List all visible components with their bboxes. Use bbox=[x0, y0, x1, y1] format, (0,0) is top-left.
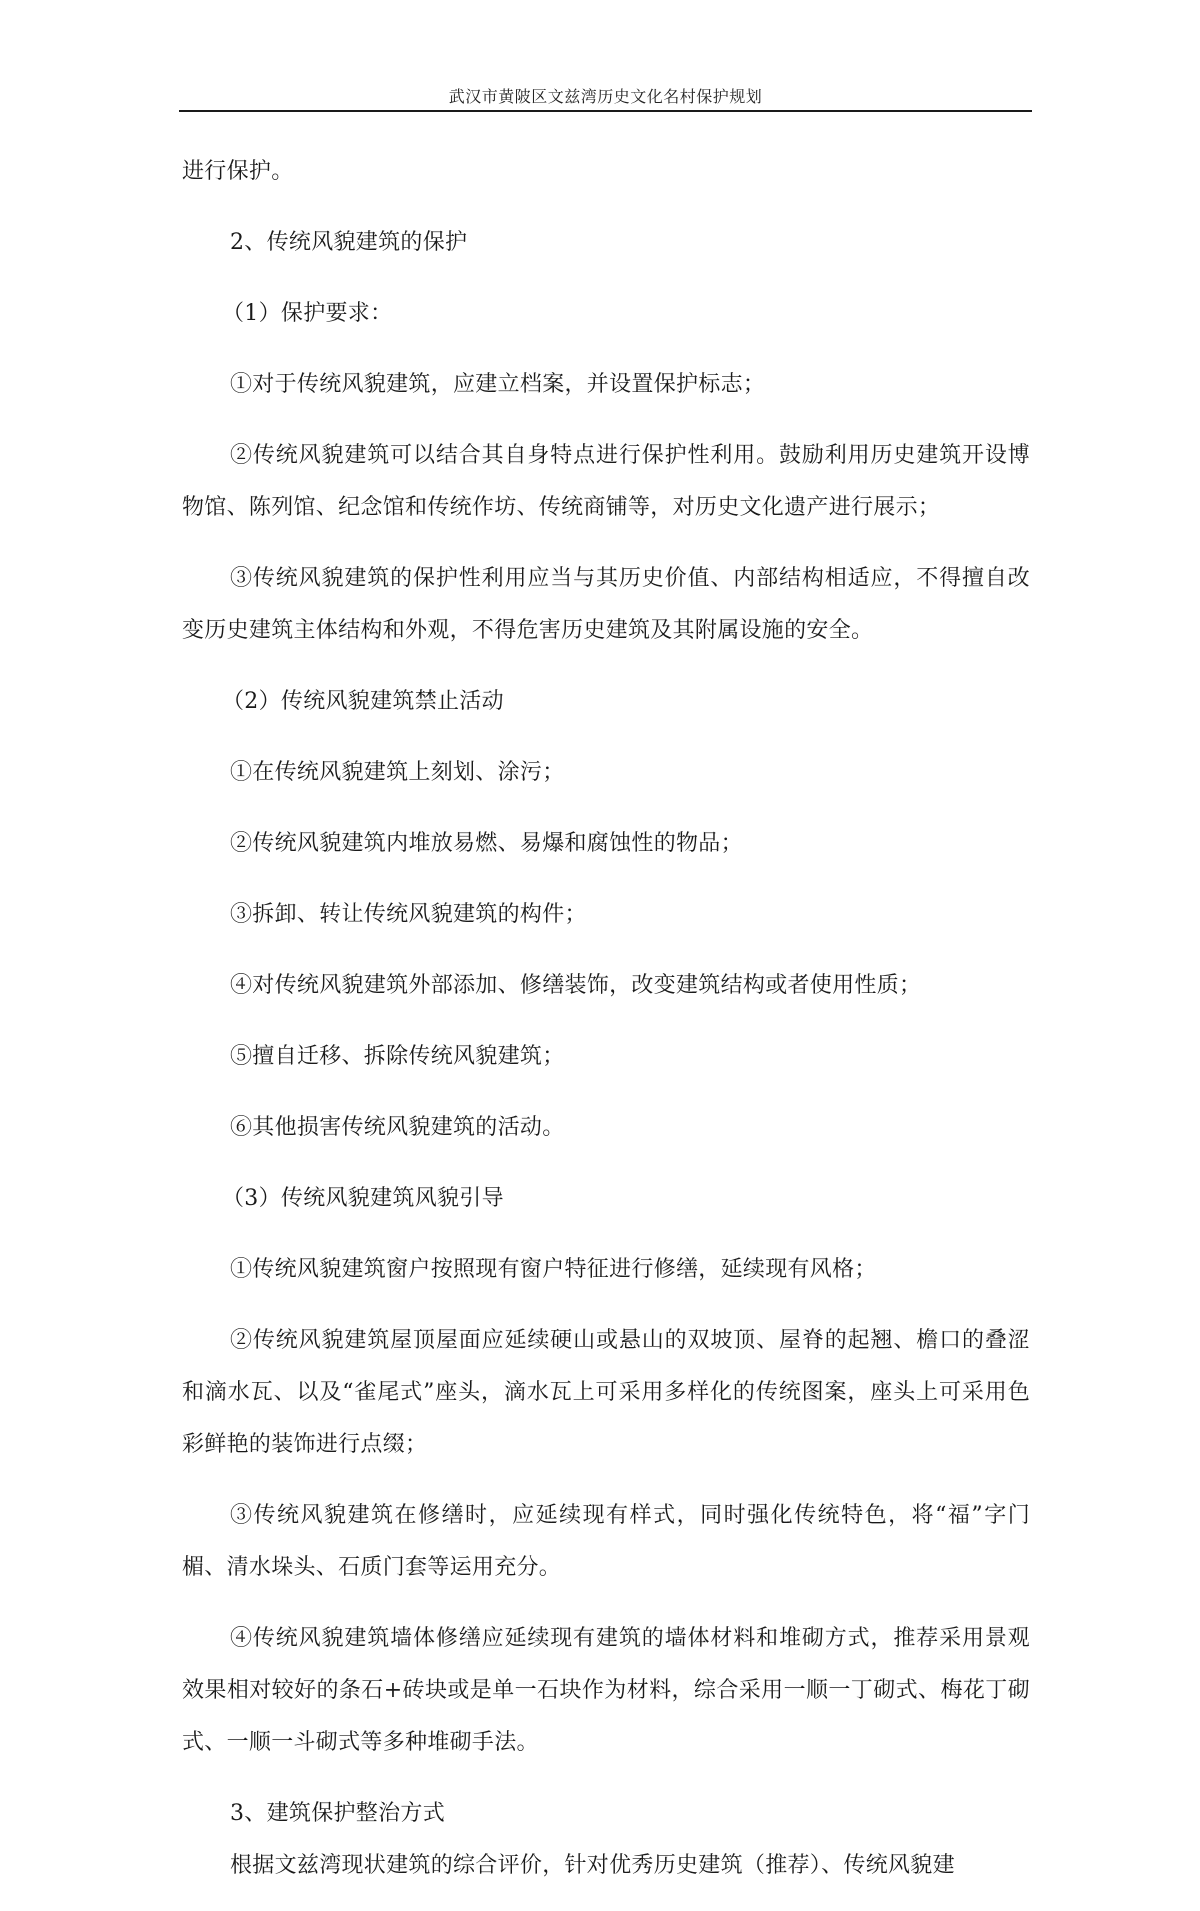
subheading-style-guidance: （3）传统风貌建筑风貌引导 bbox=[222, 1186, 504, 1211]
subheading-protection-requirements: （1）保护要求： bbox=[222, 301, 393, 326]
list-item: ③拆卸、转让传统风貌建筑的构件； bbox=[230, 902, 587, 927]
paragraph-body: 根据文兹湾现状建筑的综合评价，针对优秀历史建筑（推荐）、传统风貌建 bbox=[230, 1853, 955, 1878]
list-item: ①对于传统风貌建筑，应建立档案，并设置保护标志； bbox=[230, 372, 766, 397]
list-item: ⑥其他损害传统风貌建筑的活动。 bbox=[230, 1115, 565, 1140]
list-item: ①传统风貌建筑窗户按照现有窗户特征进行修缮，延续现有风格； bbox=[230, 1257, 877, 1282]
list-item: ④传统风貌建筑墙体修缮应延续现有建筑的墙体材料和堆砌方式，推荐采用景观效果相对较好的条石+砖块或是单一石块作为材料，综合采用一顺一丁砌式、梅花丁砌式、一顺一斗砌式等多种堆砌手法。 bbox=[182, 1626, 1030, 1755]
list-item: ③传统风貌建筑在修缮时，应延续现有样式，同时强化传统特色，将“福”字门楣、清水垛头、石质门套等运用充分。 bbox=[182, 1503, 1030, 1580]
document-body bbox=[182, 146, 1030, 1911]
list-item: ③传统风貌建筑的保护性利用应当与其历史价值、内部结构相适应，不得擅自改变历史建筑主体结构和外观，不得危害历史建筑及其附属设施的安全。 bbox=[182, 566, 1030, 643]
list-item: ②传统风貌建筑可以结合其自身特点进行保护性利用。鼓励利用历史建筑开设博物馆、陈列馆、纪念馆和传统作坊、传统商铺等，对历史文化遗产进行展示； bbox=[182, 443, 1030, 520]
section-heading-traditional-buildings: 2、传统风貌建筑的保护 bbox=[230, 230, 468, 255]
list-item: ④对传统风貌建筑外部添加、修缮装饰，改变建筑结构或者使用性质； bbox=[230, 973, 922, 998]
section-heading-remediation: 3、建筑保护整治方式 bbox=[230, 1801, 445, 1826]
page-header-title: 武汉市黄陂区文兹湾历史文化名村保护规划 bbox=[448, 87, 763, 106]
subheading-prohibited-activities: （2）传统风貌建筑禁止活动 bbox=[222, 689, 504, 714]
header-divider bbox=[179, 110, 1032, 112]
list-item: ①在传统风貌建筑上刻划、涂污； bbox=[230, 760, 565, 785]
list-item: ②传统风貌建筑屋顶屋面应延续硬山或悬山的双坡顶、屋脊的起翘、檐口的叠涩和滴水瓦、以及“雀尾式”座头，滴水瓦上可采用多样化的传统图案，座头上可采用色彩鲜艳的装饰进行点缀； bbox=[182, 1328, 1030, 1457]
list-item: ⑤擅自迁移、拆除传统风貌建筑； bbox=[230, 1044, 565, 1069]
list-item: ②传统风貌建筑内堆放易燃、易爆和腐蚀性的物品； bbox=[230, 831, 743, 856]
paragraph-continuation: 进行保护。 bbox=[182, 159, 294, 184]
